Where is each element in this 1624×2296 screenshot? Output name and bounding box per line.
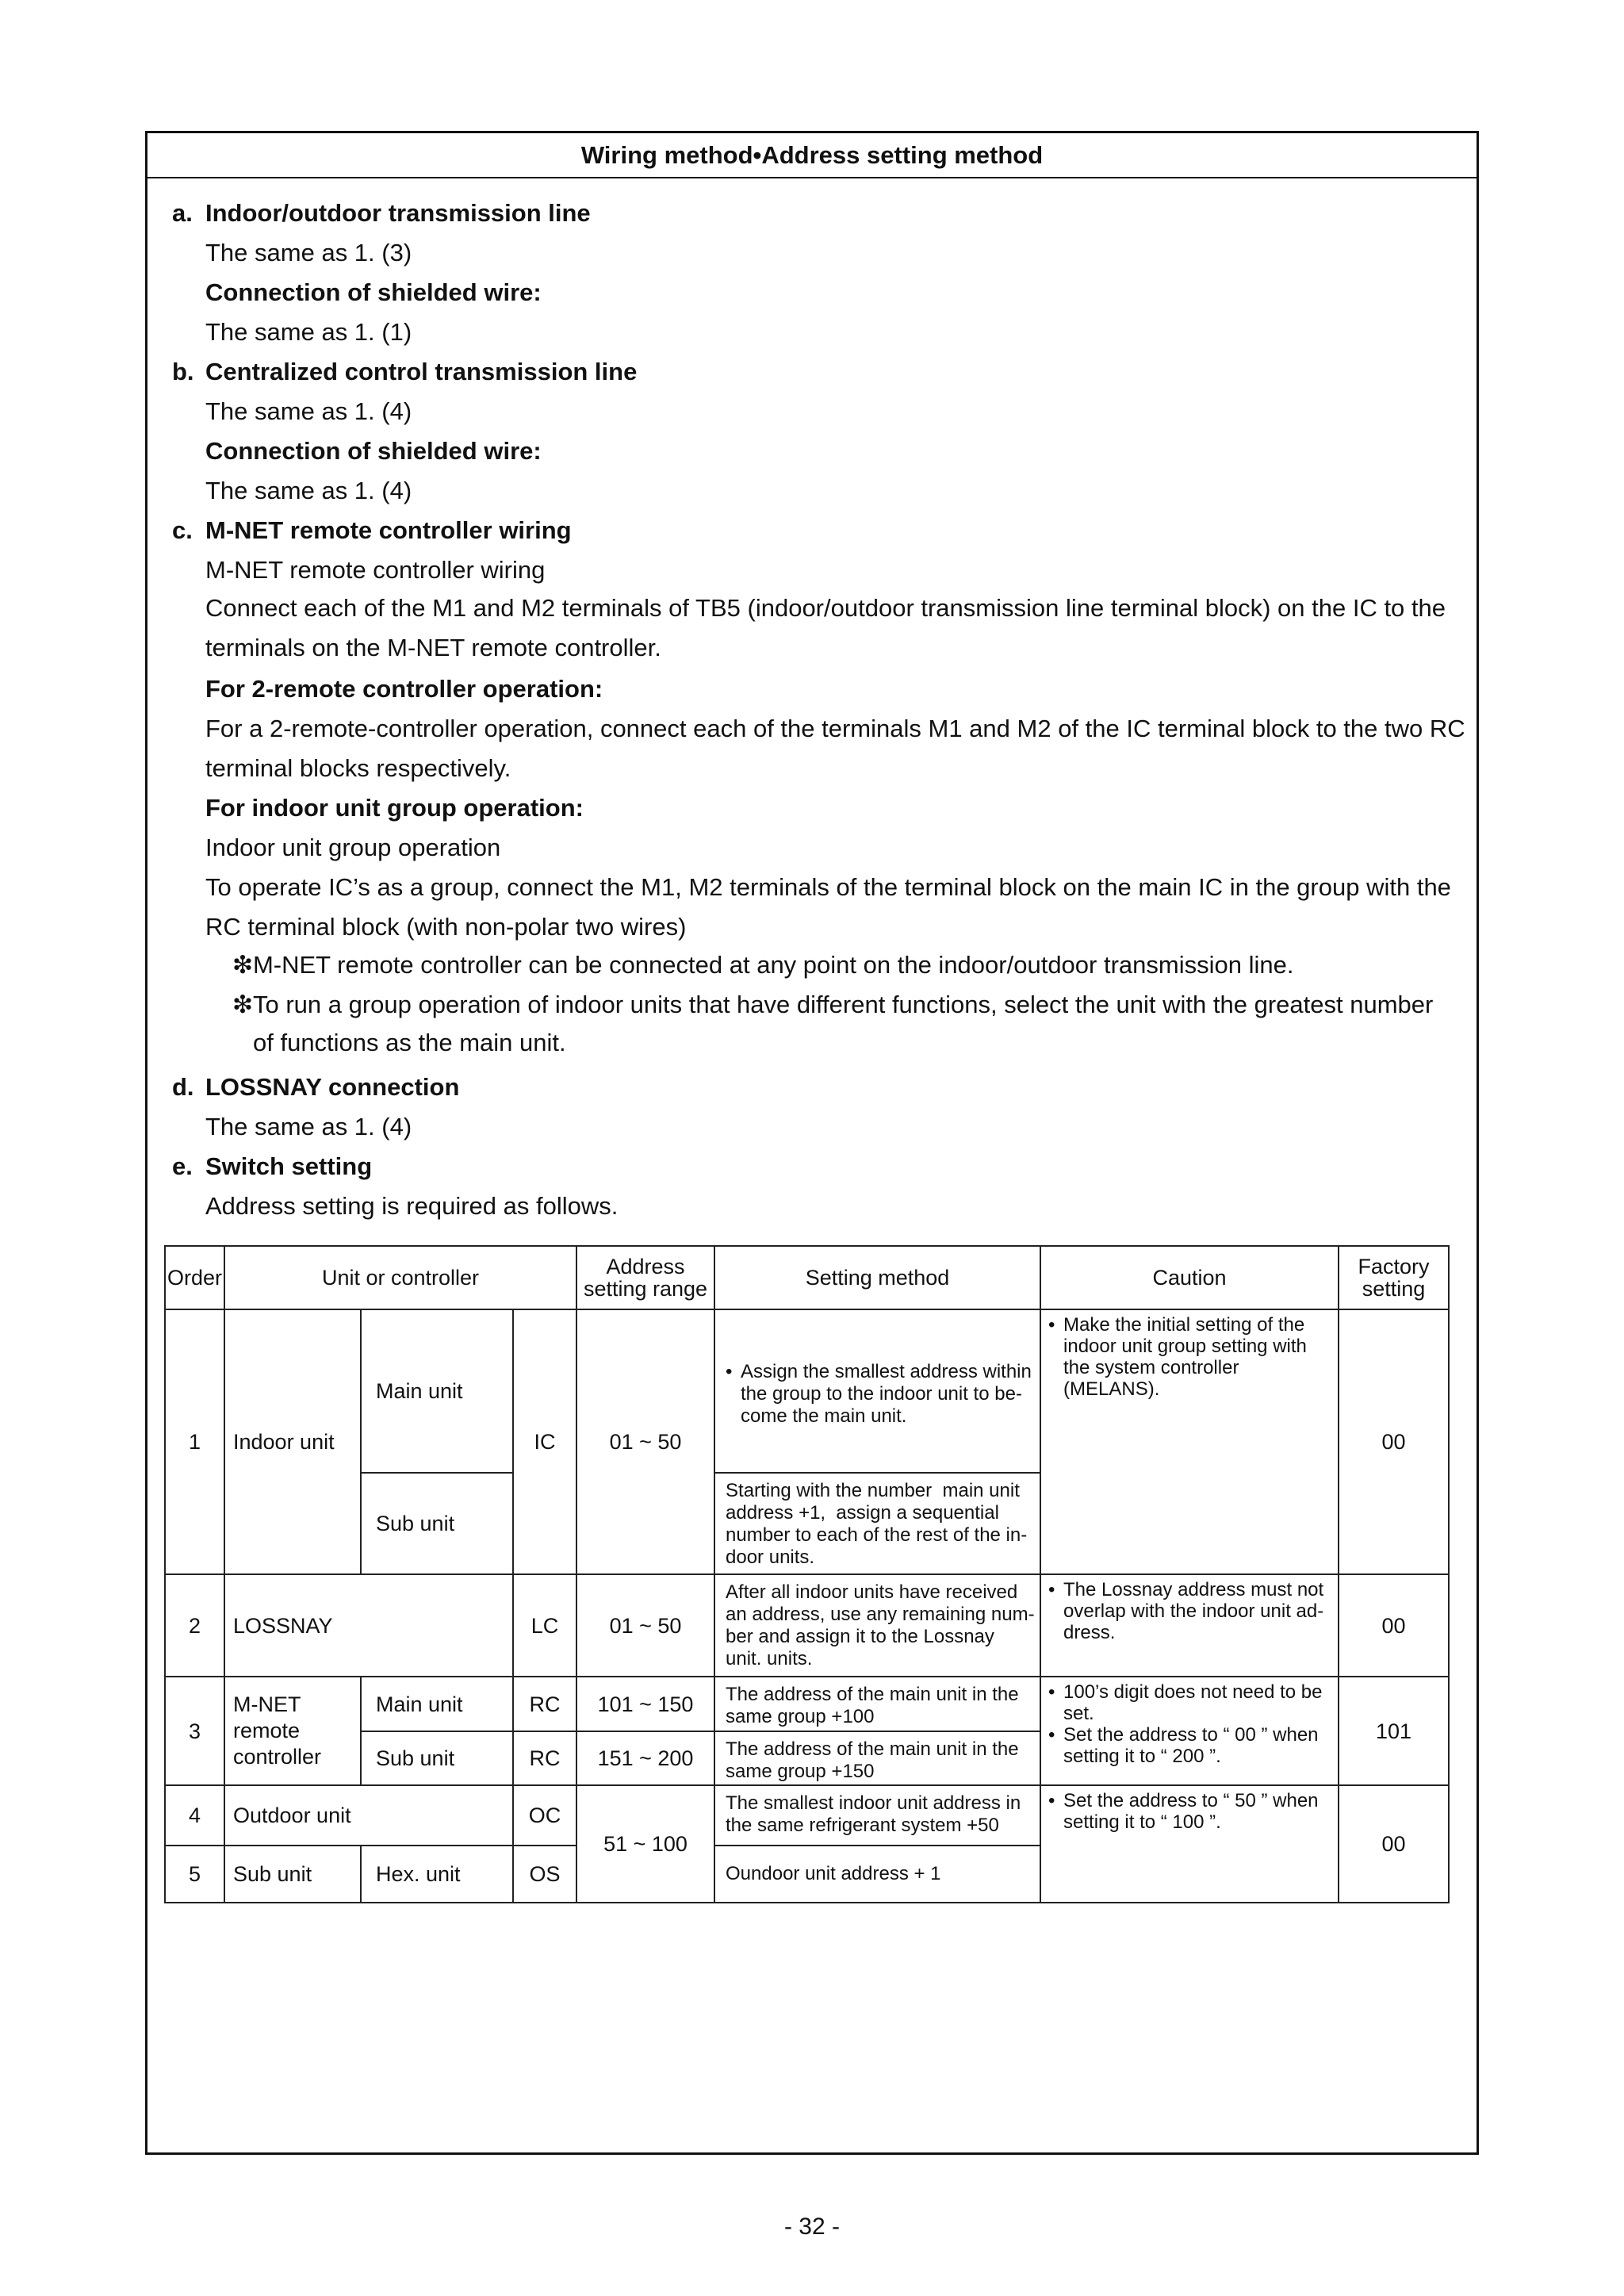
header-caution: Caution — [1040, 1246, 1339, 1309]
bullet-item — [726, 1361, 1040, 1428]
code-cell: RC — [513, 1677, 576, 1731]
body-line: The same as 1. (4) — [205, 1113, 412, 1140]
bullet-item — [1048, 1790, 1338, 1833]
section-c-heading — [172, 515, 572, 546]
setting-method-cell: Starting with the number main unit address +1, assign a sequential number to each of the rest of the in- door units. — [714, 1473, 1040, 1574]
note-line: of functions as the main unit. — [253, 1029, 566, 1056]
body-line: RC terminal block (with non-polar two wires) — [205, 913, 687, 941]
bullet-item — [1048, 1579, 1338, 1643]
bullet-glyph: • — [1048, 1724, 1055, 1746]
section-label: d. — [172, 1073, 194, 1101]
bullet-item — [1048, 1681, 1338, 1724]
section-heading-text: Centralized control transmission line — [205, 358, 638, 385]
order-cell: 3 — [165, 1677, 224, 1785]
bullet-glyph: • — [1048, 1681, 1055, 1703]
header-factory-line2: setting — [1362, 1277, 1426, 1301]
section-label: b. — [172, 358, 194, 385]
table-header-row — [165, 1246, 1449, 1309]
body-line: The same as 1. (4) — [205, 477, 412, 504]
body-line: Indoor unit group operation — [205, 834, 501, 861]
page-number: - 32 - — [783, 2214, 841, 2240]
unit-type-cell: Main unit — [361, 1309, 513, 1473]
section-d-heading — [172, 1071, 460, 1103]
code-cell: RC — [513, 1731, 576, 1785]
bullet-text: Set the address to “ 00 ” when setting it to “ 200 ”. — [1063, 1724, 1319, 1767]
body-line: The same as 1. (3) — [205, 239, 412, 266]
setting-method-cell — [714, 1309, 1040, 1473]
setting-method-cell: The address of the main unit in the same group +100 — [714, 1677, 1040, 1731]
section-label: c. — [172, 516, 193, 544]
setting-method-cell: Oundoor unit address + 1 — [714, 1846, 1040, 1903]
bullet-text: Make the initial setting of the indoor unit group setting with the system controller (MELANS). — [1063, 1314, 1307, 1400]
factory-setting-cell: 101 — [1339, 1677, 1449, 1785]
range-cell: 101 ~ 150 — [576, 1677, 714, 1731]
header-factory-setting — [1339, 1246, 1449, 1309]
section-label: e. — [172, 1152, 193, 1180]
unit-cell: M-NET remote controller — [224, 1677, 361, 1785]
code-cell: LC — [513, 1574, 576, 1677]
caution-cell — [1040, 1574, 1339, 1677]
range-cell: 01 ~ 50 — [576, 1309, 714, 1574]
note-line: ❇To run a group operation of indoor units that have different functions, select the unit with the greatest number — [232, 991, 1434, 1018]
order-cell: 4 — [165, 1785, 224, 1846]
unit-type-cell: Sub unit — [361, 1731, 513, 1785]
factory-setting-cell: 00 — [1339, 1785, 1449, 1903]
sub-heading: For 2-remote controller operation: — [205, 675, 603, 703]
unit-type-cell: Main unit — [361, 1677, 513, 1731]
caution-cell — [1040, 1309, 1339, 1574]
unit-type-cell: Sub unit — [361, 1473, 513, 1574]
factory-setting-cell: 00 — [1339, 1574, 1449, 1677]
section-label: a. — [172, 199, 193, 227]
header-order: Order — [165, 1246, 224, 1309]
caution-cell — [1040, 1677, 1339, 1785]
section-e-heading — [172, 1151, 373, 1182]
bullet-text: 100’s digit does not need to be set. — [1063, 1681, 1323, 1724]
header-unit: Unit or controller — [224, 1246, 576, 1309]
sub-heading: Connection of shielded wire: — [205, 437, 542, 465]
body-line: terminals on the M-NET remote controller. — [205, 634, 661, 661]
table-row — [165, 1785, 1449, 1846]
order-cell: 1 — [165, 1309, 224, 1574]
section-heading-text: LOSSNAY connection — [205, 1073, 460, 1101]
section-a-heading — [172, 197, 591, 229]
range-cell: 01 ~ 50 — [576, 1574, 714, 1677]
unit-type-cell: Hex. unit — [361, 1846, 513, 1903]
header-address-line1: Address — [606, 1255, 685, 1278]
bullet-glyph: • — [1048, 1314, 1055, 1336]
section-heading-text: Indoor/outdoor transmission line — [205, 199, 591, 227]
unit-cell: Sub unit — [224, 1846, 361, 1903]
setting-method-cell: After all indoor units have received an address, use any remaining num- ber and assign it to the Lossnay unit. units. — [714, 1574, 1040, 1677]
address-setting-table — [164, 1245, 1450, 1903]
bullet-item — [1048, 1724, 1338, 1767]
section-heading-text: Switch setting — [205, 1152, 373, 1180]
note-line: ❇M-NET remote controller can be connected at any point on the indoor/outdoor transmission line. — [232, 951, 1294, 979]
unit-cell: LOSSNAY — [224, 1574, 513, 1677]
header-address-range — [576, 1246, 714, 1309]
body-line: Connect each of the M1 and M2 terminals of TB5 (indoor/outdoor transmission line terminal block) on the IC to the — [205, 594, 1446, 622]
bullet-glyph: • — [1048, 1579, 1055, 1600]
header-setting-method: Setting method — [714, 1246, 1040, 1309]
range-cell: 51 ~ 100 — [576, 1785, 714, 1903]
bullet-text: Set the address to “ 50 ” when setting it to “ 100 ”. — [1063, 1790, 1319, 1833]
range-cell: 151 ~ 200 — [576, 1731, 714, 1785]
setting-method-cell: The address of the main unit in the same group +150 — [714, 1731, 1040, 1785]
bullet-glyph: • — [1048, 1790, 1055, 1811]
unit-cell: Outdoor unit — [224, 1785, 513, 1846]
header-address-line2: setting range — [583, 1277, 708, 1301]
body-line: To operate IC’s as a group, connect the M1, M2 terminals of the terminal block on the main IC in the group with the — [205, 873, 1451, 901]
sub-heading: For indoor unit group operation: — [205, 794, 584, 822]
order-cell: 5 — [165, 1846, 224, 1903]
body-line: The same as 1. (4) — [205, 397, 412, 425]
order-cell: 2 — [165, 1574, 224, 1677]
section-heading-text: M-NET remote controller wiring — [205, 516, 572, 544]
sub-heading: Connection of shielded wire: — [205, 278, 542, 306]
unit-cell: Indoor unit — [224, 1309, 361, 1574]
bullet-glyph: • — [726, 1361, 733, 1382]
body-line: M-NET remote controller wiring — [205, 556, 546, 584]
setting-method-cell: The smallest indoor unit address in the same refrigerant system +50 — [714, 1785, 1040, 1846]
section-b-heading — [172, 356, 638, 388]
code-cell: OC — [513, 1785, 576, 1846]
bullet-text: Assign the smallest address within the group to the indoor unit to be- come the main unit. — [741, 1361, 1032, 1427]
table-row — [165, 1309, 1449, 1473]
code-cell: IC — [513, 1309, 576, 1574]
caution-cell — [1040, 1785, 1339, 1903]
bullet-item — [1048, 1314, 1338, 1400]
header-factory-line1: Factory — [1358, 1255, 1430, 1278]
table-row — [165, 1574, 1449, 1677]
page-title: Wiring method•Address setting method — [147, 133, 1477, 178]
table-row — [165, 1677, 1449, 1731]
body-line: For a 2-remote-controller operation, connect each of the terminals M1 and M2 of the IC terminal block to the two RC — [205, 715, 1465, 742]
factory-setting-cell: 00 — [1339, 1309, 1449, 1574]
body-line: The same as 1. (1) — [205, 318, 412, 346]
bullet-text: The Lossnay address must not overlap with the indoor unit ad- dress. — [1063, 1579, 1324, 1643]
code-cell: OS — [513, 1846, 576, 1903]
body-line: Address setting is required as follows. — [205, 1192, 619, 1220]
body-line: terminal blocks respectively. — [205, 754, 511, 782]
